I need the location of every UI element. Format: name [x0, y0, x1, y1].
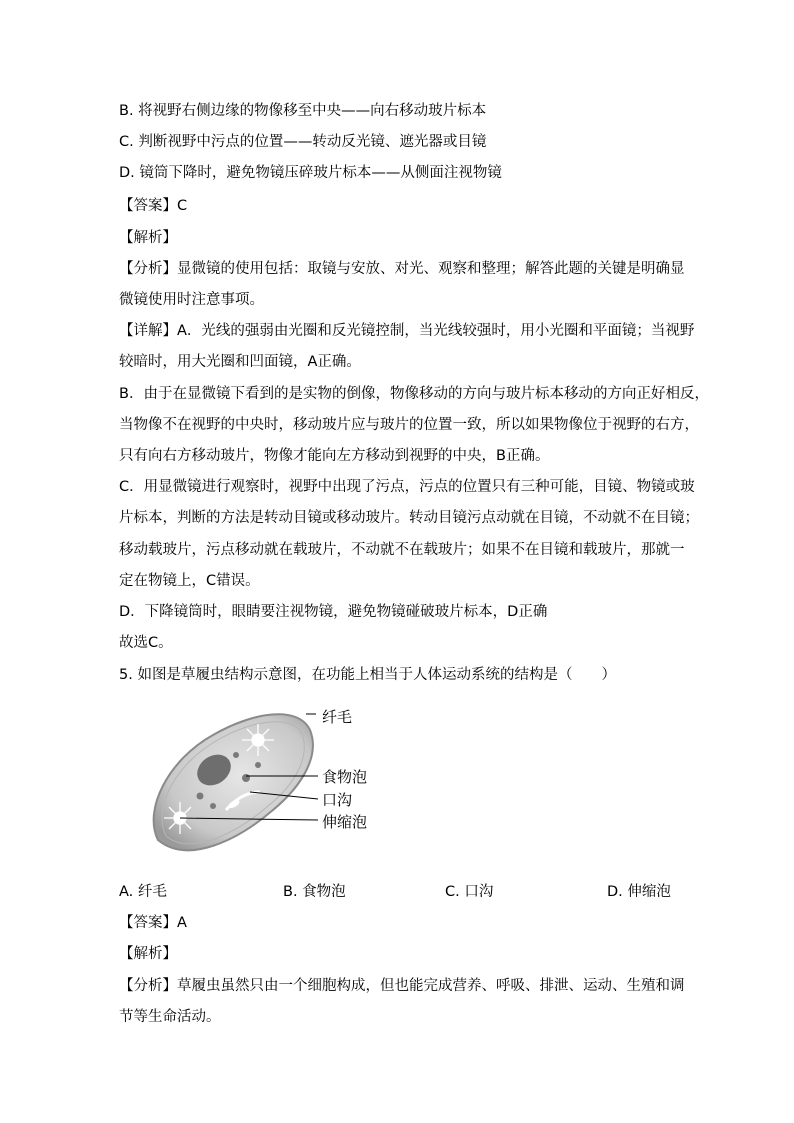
conclusion-line: 故选C。	[119, 635, 173, 651]
option-a: A. 纤毛	[119, 884, 167, 900]
analysis-2-line-1: 【分析】草履虫虽然只由一个细胞构成，但也能完成营养、呼吸、排泄、运动、生殖和调	[119, 978, 685, 994]
answer-label-2: 【答案】A	[119, 915, 187, 931]
option-c: C. 口沟	[445, 884, 494, 900]
analysis-2-line-2: 节等生命活动。	[119, 1009, 221, 1025]
detail-line-6: C．用显微镜进行观察时，视野中出现了污点，污点的位置只有三种可能，目镜、物镜或玻	[119, 479, 695, 495]
label-cilia: 纤毛	[322, 708, 353, 726]
analysis-heading: 【解析】	[119, 230, 177, 246]
paramecium-body	[154, 714, 313, 850]
answer-label: 【答案】C	[119, 198, 188, 214]
label-food-vacuole: 食物泡	[322, 768, 368, 786]
option-b: B. 食物泡	[283, 884, 346, 900]
detail-line-4: 当物像不在视野的中央时，移动玻片应与玻片的位置一致，所以如果物像位于视野的右方，	[119, 417, 699, 433]
analysis-line-2: 微镜使用时注意事项。	[119, 292, 264, 308]
label-oral-groove: 口沟	[322, 791, 353, 809]
detail-line-1: 【详解】A．光线的强弱由光圈和反光镜控制，当光线较强时，用小光圈和平面镜；当视野	[119, 323, 695, 339]
question-5-stem: 5. 如图是草履虫结构示意图，在功能上相当于人体运动系统的结构是（ ）	[119, 667, 616, 683]
detail-line-2: 较暗时，用大光圈和凹面镜，A正确。	[119, 354, 361, 370]
label-contractile-vacuole: 伸缩泡	[322, 813, 368, 831]
detail-line-9: 定在物镜上，C错误。	[119, 573, 260, 589]
analysis-line-1: 【分析】显微镜的使用包括：取镜与安放、对光、观察和整理；解答此题的关键是明确显	[119, 261, 685, 277]
option-d: D. 伸缩泡	[607, 884, 671, 900]
option-c-text: C. 判断视野中污点的位置——转动反光镜、遮光器或目镜	[119, 134, 487, 150]
detail-line-5: 只有向右方移动玻片，物像才能向左方移动到视野的中央，B正确。	[119, 448, 550, 464]
option-b-text: B. 将视野右侧边缘的物像移至中央——向右移动玻片标本	[119, 103, 487, 119]
detail-line-3: B．由于在显微镜下看到的是实物的倒像，物像移动的方向与玻片标本移动的方向正好相反，	[119, 386, 709, 402]
option-d-text: D. 镜筒下降时，避免物镜压碎玻片标本——从侧面注视物镜	[119, 165, 502, 181]
detail-line-7: 片标本，判断的方法是转动目镜或移动玻片。转动目镜污点动就在目镜，不动就不在目镜；	[119, 510, 699, 526]
detail-line-10: D．下降镜筒时，眼睛要注视物镜，避免物镜碰破玻片标本，D正确	[119, 604, 548, 620]
analysis-heading-2: 【解析】	[119, 946, 177, 962]
detail-line-8: 移动载玻片，污点移动就在载玻片，不动就不在载玻片；如果不在目镜和载玻片，那就一	[119, 542, 685, 558]
